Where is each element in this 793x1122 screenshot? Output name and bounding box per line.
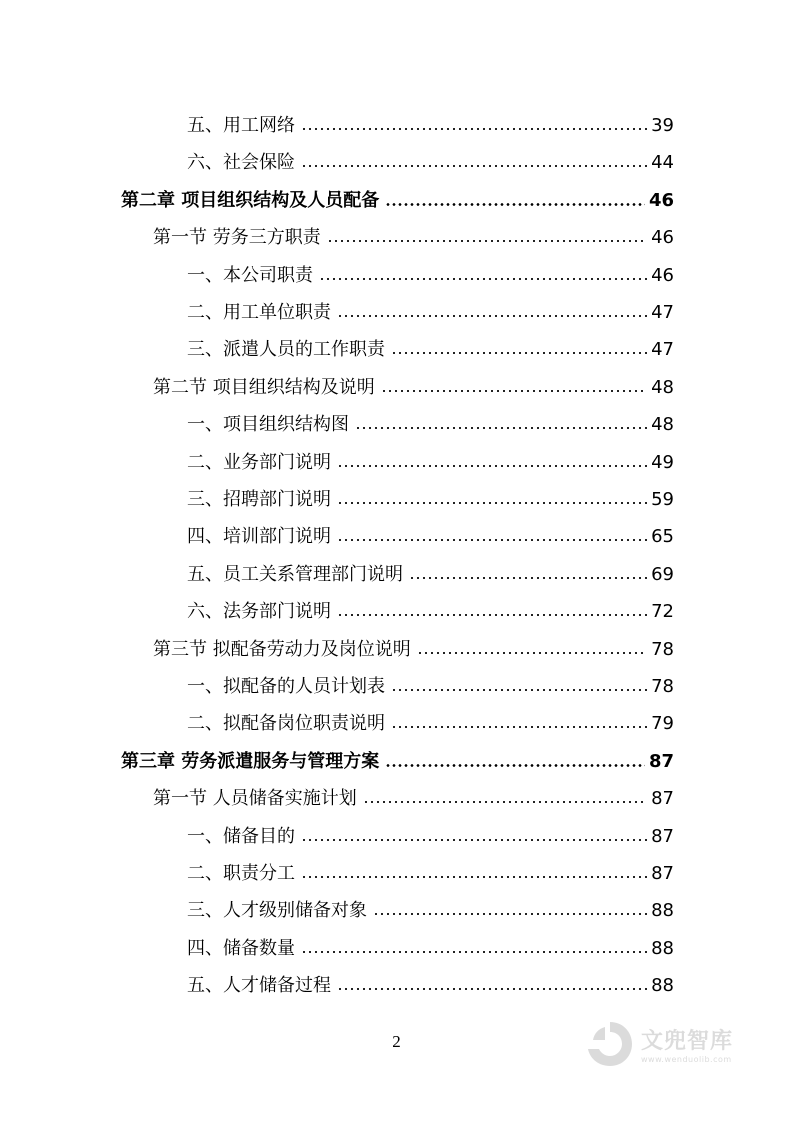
toc-entry[interactable] bbox=[187, 261, 674, 291]
toc-entry-label: 六、法务部门说明 bbox=[187, 601, 331, 622]
toc-leader-dots bbox=[319, 278, 647, 280]
toc-entry-page: 46 bbox=[651, 265, 674, 286]
toc-leader-dots bbox=[385, 764, 645, 767]
toc-leader-dots bbox=[327, 240, 647, 242]
toc-leader-dots bbox=[391, 689, 647, 691]
toc-leader-dots bbox=[337, 988, 647, 990]
toc-entry-page: 87 bbox=[651, 788, 674, 809]
toc-entry-page: 69 bbox=[651, 564, 674, 585]
toc-entry[interactable] bbox=[187, 896, 674, 926]
toc-entry-label: 第三章 劳务派遣服务与管理方案 bbox=[121, 751, 380, 772]
toc-entry-label: 第一节 劳务三方职责 bbox=[153, 227, 321, 248]
toc-entry[interactable] bbox=[187, 522, 674, 552]
toc-entry-page: 88 bbox=[651, 975, 674, 996]
toc-entry-page: 59 bbox=[651, 489, 674, 510]
toc-leader-dots bbox=[301, 876, 647, 878]
toc-entry-label: 二、业务部门说明 bbox=[187, 452, 331, 473]
watermark-url: www.wenduolib.com bbox=[641, 1055, 732, 1064]
toc-entry-label: 六、社会保险 bbox=[187, 152, 295, 173]
toc-entry[interactable] bbox=[187, 410, 674, 440]
toc-entry[interactable] bbox=[121, 747, 674, 777]
toc-entry-label: 四、储备数量 bbox=[187, 938, 295, 959]
toc-entry[interactable] bbox=[187, 335, 674, 365]
toc-entry[interactable] bbox=[187, 709, 674, 739]
toc-entry[interactable] bbox=[121, 186, 674, 216]
toc-leader-dots bbox=[391, 352, 647, 354]
page-number: 2 bbox=[392, 1032, 401, 1051]
toc-entry-label: 三、人才级别储备对象 bbox=[187, 900, 367, 921]
toc-entry-page: 44 bbox=[651, 152, 674, 173]
toc-entry-label: 二、职责分工 bbox=[187, 863, 295, 884]
toc-entry[interactable] bbox=[187, 934, 674, 964]
toc-leader-dots bbox=[417, 652, 647, 654]
toc-leader-dots bbox=[301, 128, 647, 130]
toc-entry-label: 五、人才储备过程 bbox=[187, 975, 331, 996]
toc-entry-page: 47 bbox=[651, 302, 674, 323]
toc-entry[interactable] bbox=[153, 223, 674, 253]
toc-leader-dots bbox=[337, 502, 647, 504]
toc-entry-label: 三、招聘部门说明 bbox=[187, 489, 331, 510]
toc-entry[interactable] bbox=[153, 373, 674, 403]
toc-entry[interactable] bbox=[187, 859, 674, 889]
toc-entry[interactable] bbox=[187, 560, 674, 590]
toc-entry[interactable] bbox=[187, 298, 674, 328]
toc-entry[interactable] bbox=[153, 784, 674, 814]
toc-leader-dots bbox=[409, 577, 647, 579]
toc-entry-page: 47 bbox=[651, 339, 674, 360]
toc-entry-page: 72 bbox=[651, 601, 674, 622]
toc-entry[interactable] bbox=[153, 635, 674, 665]
toc-leader-dots bbox=[355, 427, 647, 429]
toc-leader-dots bbox=[337, 614, 647, 616]
toc-leader-dots bbox=[337, 465, 647, 467]
toc-entry[interactable] bbox=[187, 597, 674, 627]
toc-entry-label: 一、拟配备的人员计划表 bbox=[187, 676, 385, 697]
toc-entry-page: 39 bbox=[651, 115, 674, 136]
toc-leader-dots bbox=[391, 726, 647, 728]
toc-entry-page: 88 bbox=[651, 900, 674, 921]
toc-entry-label: 三、派遣人员的工作职责 bbox=[187, 339, 385, 360]
toc-entry-page: 49 bbox=[651, 452, 674, 473]
toc-leader-dots bbox=[337, 539, 647, 541]
toc-leader-dots bbox=[301, 839, 647, 841]
toc-entry[interactable] bbox=[187, 672, 674, 702]
toc-entry-label: 第二节 项目组织结构及说明 bbox=[153, 377, 375, 398]
toc-entry-page: 46 bbox=[651, 227, 674, 248]
toc-entry-page: 87 bbox=[651, 863, 674, 884]
toc-entry-label: 一、储备目的 bbox=[187, 826, 295, 847]
toc-entry-page: 87 bbox=[648, 751, 674, 772]
toc-entry[interactable] bbox=[187, 485, 674, 515]
toc-leader-dots bbox=[301, 951, 647, 953]
watermark-logo-icon bbox=[585, 1019, 635, 1069]
toc-entry-label: 二、用工单位职责 bbox=[187, 302, 331, 323]
toc-entry-label: 四、培训部门说明 bbox=[187, 526, 331, 547]
toc-leader-dots bbox=[337, 315, 647, 317]
toc-entry-label: 五、员工关系管理部门说明 bbox=[187, 564, 403, 585]
toc-entry[interactable] bbox=[187, 971, 674, 1001]
toc-entry-page: 65 bbox=[651, 526, 674, 547]
watermark bbox=[585, 1014, 765, 1074]
toc-entry[interactable] bbox=[187, 111, 674, 141]
toc-leader-dots bbox=[385, 203, 645, 206]
toc-entry-label: 二、拟配备岗位职责说明 bbox=[187, 713, 385, 734]
toc-entry-page: 79 bbox=[651, 713, 674, 734]
toc-entry[interactable] bbox=[187, 822, 674, 852]
toc-entry-page: 48 bbox=[651, 414, 674, 435]
toc-entry-page: 48 bbox=[651, 377, 674, 398]
toc-entry-label: 第二章 项目组织结构及人员配备 bbox=[121, 190, 380, 211]
toc-entry-label: 第三节 拟配备劳动力及岗位说明 bbox=[153, 639, 411, 660]
toc-entry-page: 46 bbox=[648, 190, 674, 211]
toc-leader-dots bbox=[301, 165, 647, 167]
watermark-name: 文兜智库 bbox=[641, 1029, 734, 1054]
toc-entry-page: 78 bbox=[651, 639, 674, 660]
toc-entry-label: 五、用工网络 bbox=[187, 115, 295, 136]
toc-entry-label: 一、本公司职责 bbox=[187, 265, 313, 286]
toc-leader-dots bbox=[363, 801, 647, 803]
toc-entry-page: 87 bbox=[651, 826, 674, 847]
toc-leader-dots bbox=[373, 913, 647, 915]
toc-entry-page: 88 bbox=[651, 938, 674, 959]
toc-entry-page: 78 bbox=[651, 676, 674, 697]
toc-entry-label: 一、项目组织结构图 bbox=[187, 414, 349, 435]
toc-leader-dots bbox=[381, 390, 647, 392]
toc-entry[interactable] bbox=[187, 148, 674, 178]
toc-entry-label: 第一节 人员储备实施计划 bbox=[153, 788, 357, 809]
toc-entry[interactable] bbox=[187, 448, 674, 478]
